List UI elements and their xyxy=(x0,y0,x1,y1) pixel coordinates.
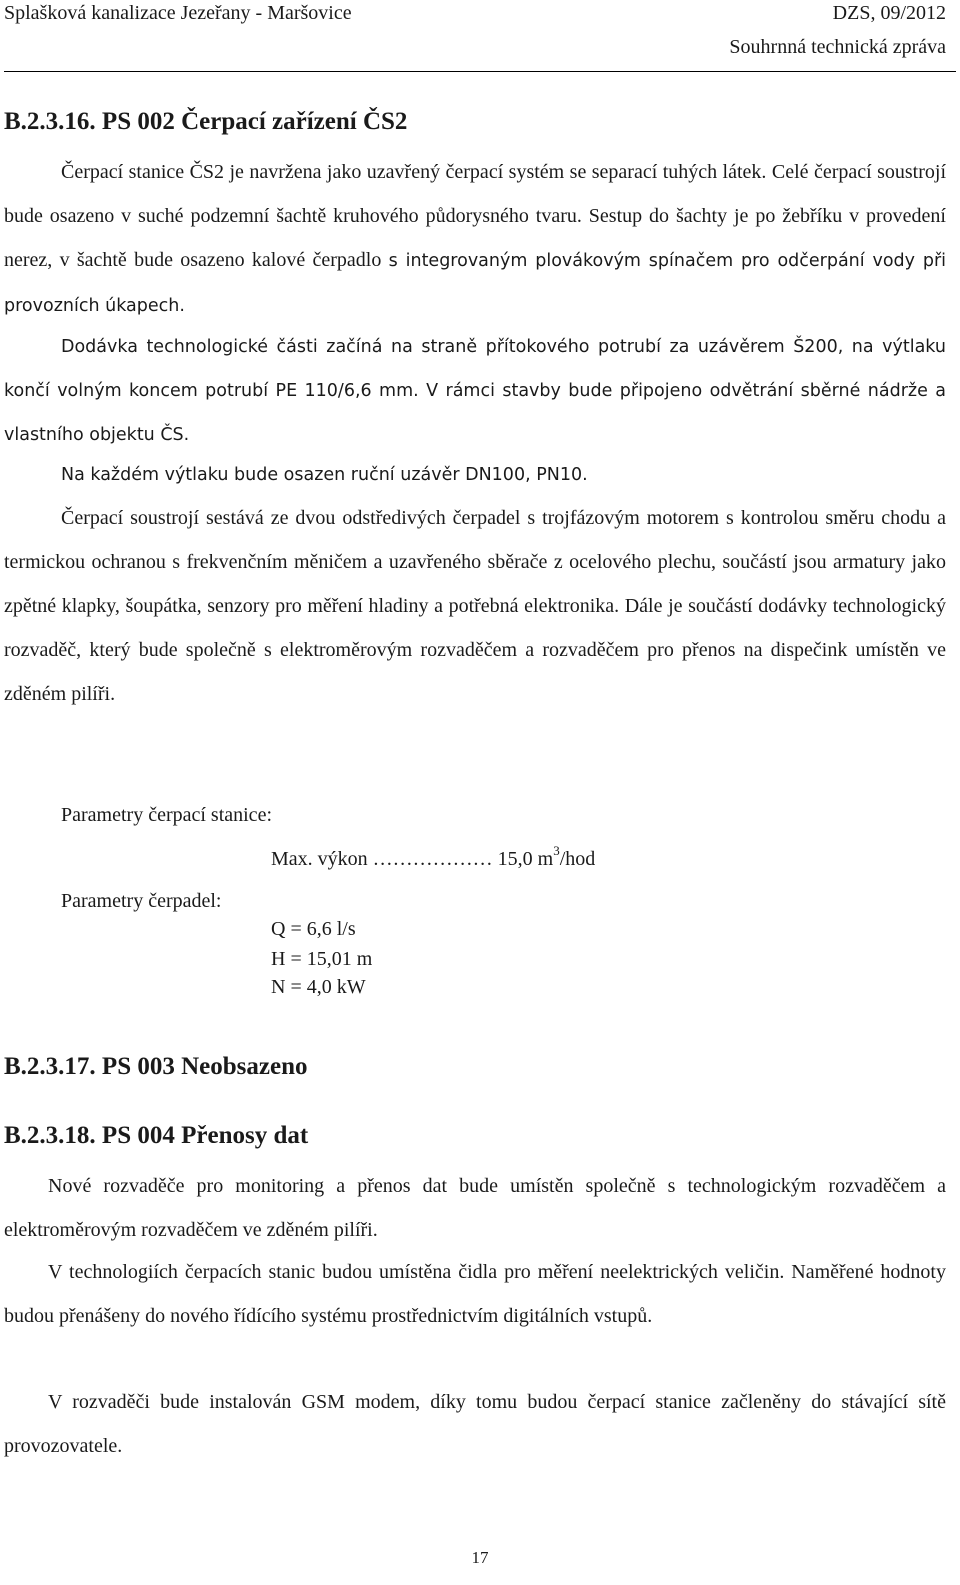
paragraph-ps002-intro-sans: s integrovaným plovákovým spínačem pro odčerpání vody při provozních úkapech. xyxy=(4,251,947,316)
params-max-output-sup: 3 xyxy=(553,843,560,859)
section-heading-ps002: B.2.3.16. PS 002 Čerpací zařízení ČS2 xyxy=(4,108,408,135)
header-date: DZS, 09/2012 xyxy=(832,2,946,24)
params-pump-label: Parametry čerpadel: xyxy=(61,890,222,912)
paragraph-ps002-intro-text: Čerpací stanice ČS2 je navržena jako uzavřený čerpací systém se separací tuhých látek. Celé čerpací soustrojí bude osazeno v suché podzemní šachtě kruhového půdorysného tvaru. Sestup do šachty je po žebříku v provedení nerez, v šachtě bude osazeno kalové čerpadlo xyxy=(4,161,946,271)
section-heading-ps003: B.2.3.17. PS 003 Neobsazeno xyxy=(4,1053,308,1080)
params-max-output-text: Max. výkon ……………… 15,0 m xyxy=(271,848,554,870)
params-max-output xyxy=(271,843,596,871)
paragraph-ps004-sensors: V technologiích čerpacích stanic budou umístěna čidla pro měření neelektrických veličin. Naměřené hodnoty budou přenášeny do nového řídícího systému prostřednictvím digitálních vstupů. xyxy=(4,1261,946,1327)
params-max-output-unit: /hod xyxy=(559,848,596,870)
paragraph-ps002-pumps: Čerpací soustrojí sestává ze dvou odstředivých čerpadel s trojfázovým motorem s kontrolou směru chodu a termickou ochranou s frekvenčním měničem a uzavřeného sběrače z ocelového plechu, součástí jsou armatury jako zpětné klapky, šoupátka, senzory pro měření hladiny a potřebná elektronika. Dále je součástí dodávky technologický rozvaděč, který bude společně s elektroměrovým rozvaděčem a rozvaděčem pro přenos na dispečink umístěn ve zděném pilíři. xyxy=(4,507,946,705)
header-divider xyxy=(4,71,956,72)
header-doc-type: Souhrnná technická zpráva xyxy=(729,36,946,58)
params-q: Q = 6,6 l/s xyxy=(271,918,356,940)
section-heading-ps004: B.2.3.18. PS 004 Přenosy dat xyxy=(4,1122,309,1149)
params-n: N = 4,0 kW xyxy=(271,976,366,998)
paragraph-ps004-switchboards: Nové rozvaděče pro monitoring a přenos dat bude umístěn společně s technologickým rozvaděčem a elektroměrovým rozvaděčem ve zděném pilíři. xyxy=(4,1175,946,1241)
header-project-title: Splašková kanalizace Jezeřany - Maršovice xyxy=(4,2,352,24)
params-h: H = 15,01 m xyxy=(271,948,373,970)
page-number: 17 xyxy=(471,1548,489,1567)
paragraph-ps002-supply: Dodávka technologické části začíná na straně přítokového potrubí za uzávěrem Š200, na výtlaku končí volným koncem potrubí PE 110/6,6 mm. V rámci stavby bude připojeno odvětrání sběrné nádrže a vlastního objektu ČS. xyxy=(4,337,946,445)
params-station-label: Parametry čerpací stanice: xyxy=(61,804,272,826)
paragraph-ps002-intro xyxy=(4,150,946,328)
paragraph-ps004-gsm: V rozvaděči bude instalován GSM modem, díky tomu budou čerpací stanice začleněny do stávající sítě provozovatele. xyxy=(4,1391,946,1457)
paragraph-ps002-valve: Na každém výtlaku bude osazen ruční uzávěr DN100, PN10. xyxy=(61,465,588,485)
